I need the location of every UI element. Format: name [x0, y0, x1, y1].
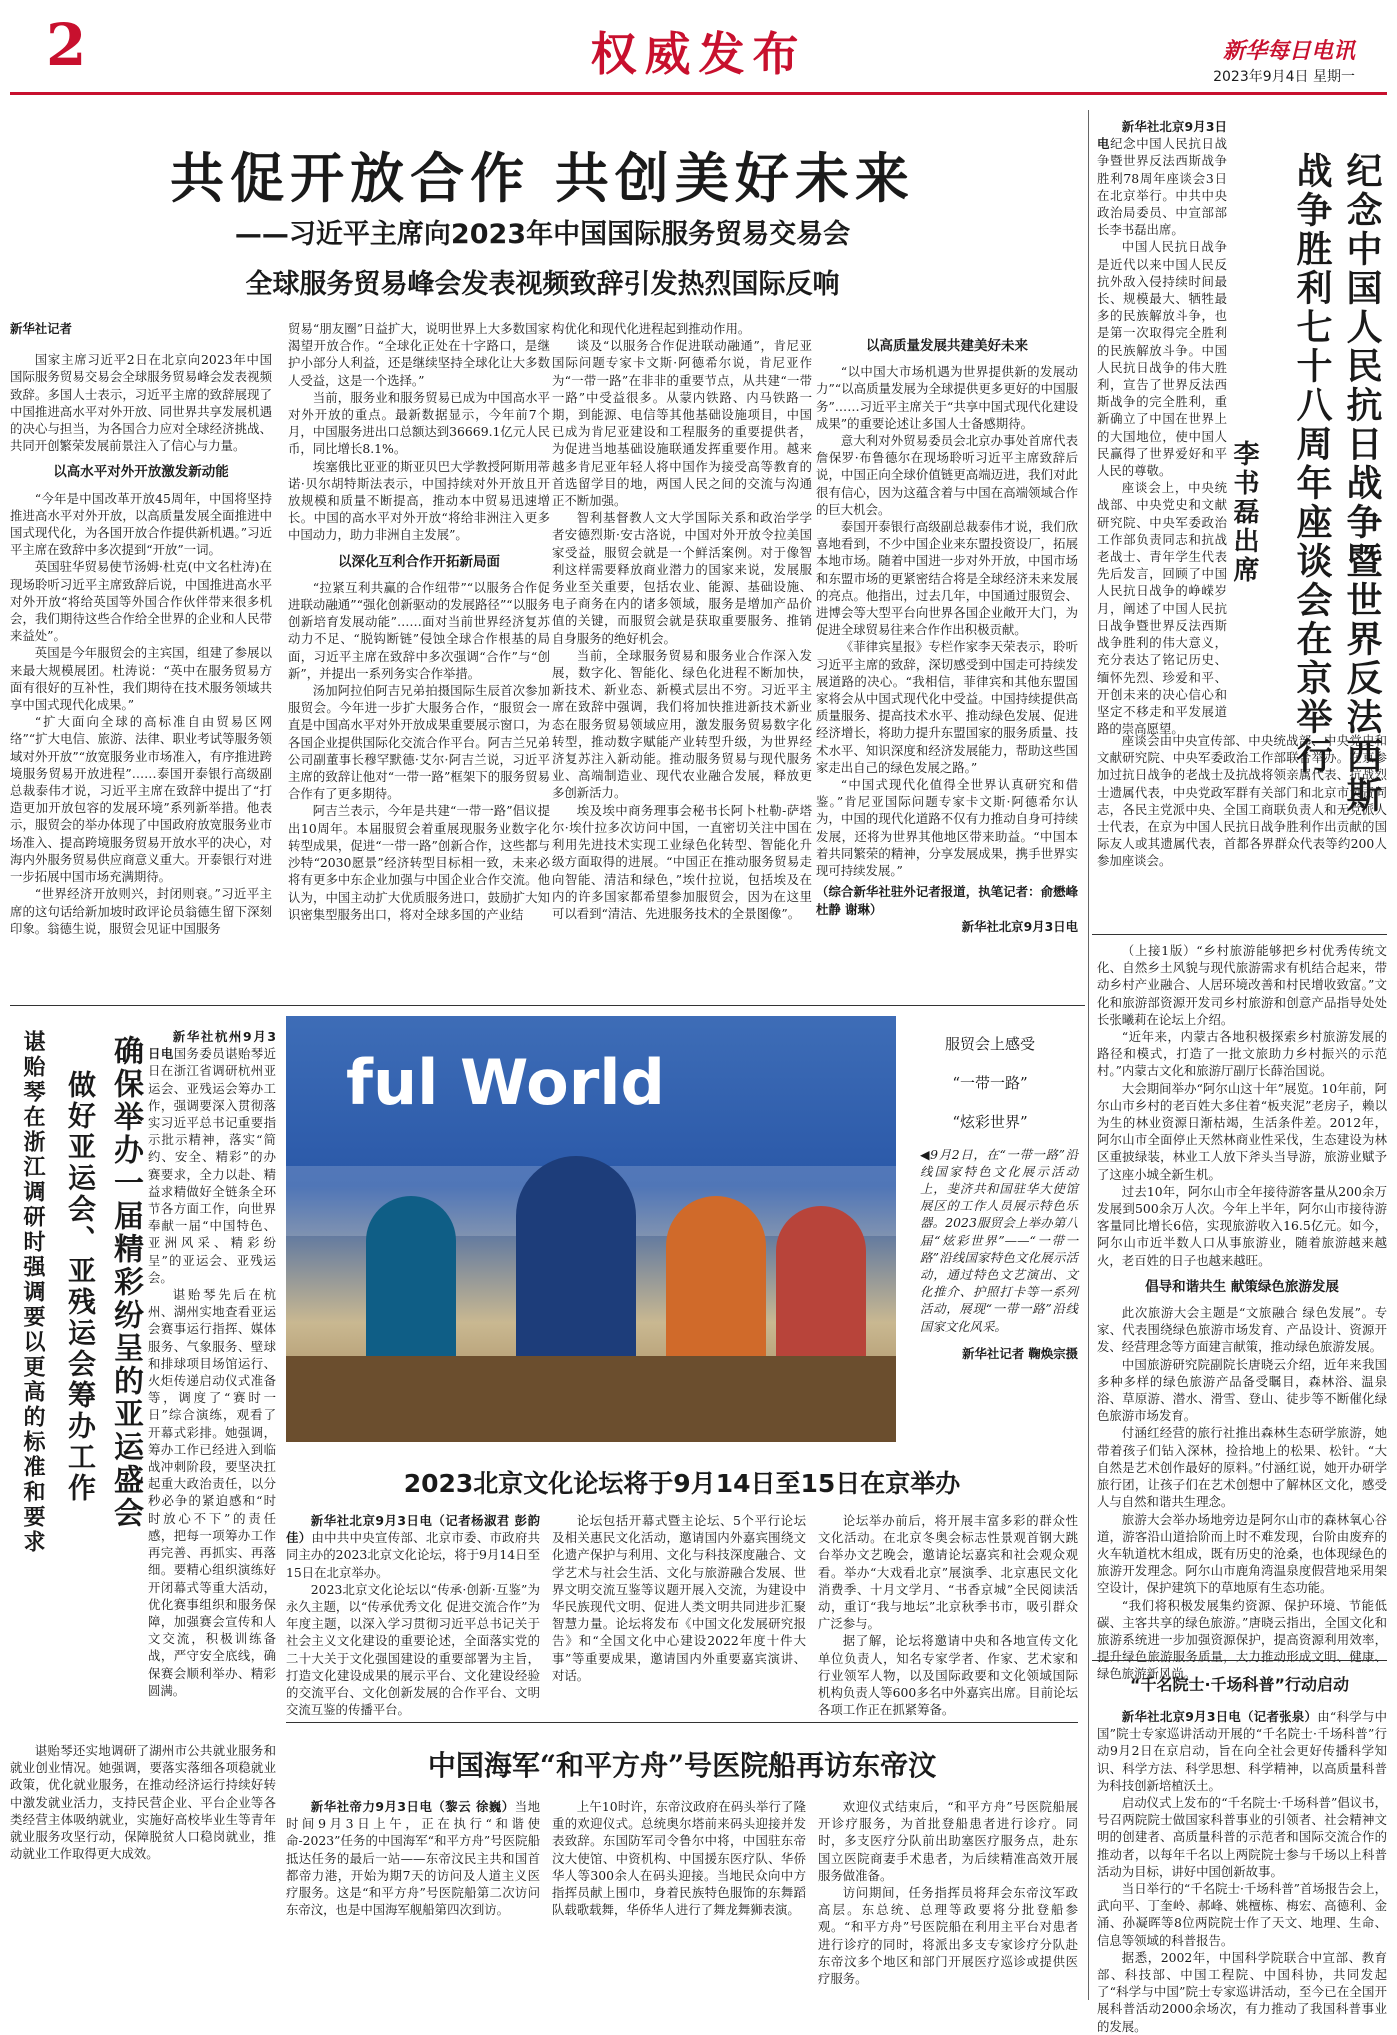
paragraph: 当前，全球服务贸易和服务业合作深入发展，数字化、智能化、绿色化进程不断加快，新技术、新业态、新模式层出不穷。习近平主席在致辞中强调，我们将加快推进新技术新业态在服务贸易领域应用，激发服务贸易数字化转型，推动数字赋能产业转型升级，为世界经济复苏注入新动能。推动服务贸易与现代服务业、高端制造业、现代农业融合发展，释放更多创新活力。 [552, 647, 812, 801]
dateline: 新华社北京9月3日电 [1121, 1709, 1242, 1724]
paragraph: 智利基督教人文大学国际关系和政治学学者安德烈斯·安古洛说，中国对外开放令拉美国家受益，服贸会就是一个鲜活案例。对于像智利这样需要释放商业潜力的国家来说，发展服务业至关重要，包括农业、能源、基础设施、电子商务在内的诸多领域，服务是增加产品价值的关键，而服贸会就是获取重要服务、推销自身服务的绝好机会。 [552, 510, 812, 646]
paragraph [148, 1028, 276, 1286]
divider [10, 1005, 1085, 1006]
paragraph: “拉紧互利共赢的合作纽带”“以服务合作促进联动融通”“强化创新驱动的发展路径”“以服务创新培育发展动能”……面对当前世界经济复苏动力不足、“脱钩断链”侵蚀全球合作根基的局面，习近平主席在致辞中多次强调“合作”与“创新”，并提出一系列务实合作举措。 [288, 579, 550, 681]
paragraph: 英国是今年服贸会的主宾国，组建了参展以来最大规模展团。杜涛说：“英中在服务贸易方面有很好的互补性，我们期待在技术服务领域共享中国式现代化成果。” [10, 645, 272, 713]
lead-byline: 新华社记者 [10, 321, 72, 336]
paragraph: “世界经济开放则兴，封闭则衰。”习近平主席的这句话给新加坡时政评论员翁德生留下深刻印象。翁德生说，服贸会见证中国服务 [10, 886, 272, 936]
paragraph: 当前，服务业和服务贸易已成为中国高水平对外开放的重点。最新数据显示，今年前7个月，中国服务进出口总额达到36669.1亿元人民币，同比增长8.1%。 [288, 389, 550, 457]
paragraph: 此次旅游大会主题是“文旅融合 绿色发展”。专家、代表围绕绿色旅游市场发育、产品设计、资源开发、经营理念等方面建言献策，推动绿色旅游发展。 [1097, 1305, 1387, 1355]
paragraph: 国家主席习近平2日在北京向2023年中国国际服务贸易交易会全球服务贸易峰会发表视频致辞。多国人士表示，习近平主席的致辞展现了中国推进高水平对外开放、同世界共享发展机遇的决心与担当，为各国合力应对全球经济挑战、共同开创繁荣发展前景注入了信心与力量。 [10, 352, 272, 454]
page-number: 2 [46, 11, 87, 79]
paragraph: “以中国大市场机遇为世界提供新的发展动力”“以高质量发展为全球提供更多更好的中国服务”……习近平主席关于“共享中国式现代化建设成果”的重要论述让多国人士备感期待。 [816, 364, 1078, 431]
paragraph: 《菲律宾星报》专栏作家李天荣表示，聆听习近平主席的致辞，深切感受到中国走可持续发展道路的决心。“我相信，菲律宾和其他东盟国家将会从中国式现代化中受益。中国持续提供高质量服务、提高技术水平、推动绿色发展、促进经济增长，将助力提升东盟国家的服务质量、技术水平、知识深度和经济发展能力，帮助这些国家走出自己的绿色发展之路。” [816, 639, 1078, 775]
navy-title: 中国海军“和平方舟”号医院船再访东帝汶 [427, 1749, 937, 1782]
paragraph: 旅游大会举办场地旁边是阿尔山市的森林氧心谷道，游客沿山道拾阶而上时不难发现，台阶由废弃的火车轨道枕木组成，既有历史的沧桑，也体现绿色的旅游开发理念。阿尔山市鹿角湾温泉度假营地采用架空设计，保护建筑下的草地原有生态功能。 [1097, 1511, 1387, 1596]
paragraph: 启动仪式上发布的“千名院士·千场科普”倡议书，号召两院院士做国家科普事业的引领者、社会精神文明的创建者、高质量科普的示范者和国际交流合作的推动者，以每年千名以上两院院士参与千场以上科普活动为目标，讲好中国创新故事。 [1097, 1795, 1387, 1879]
divider [1092, 1660, 1387, 1661]
divider-vertical [1088, 110, 1089, 2000]
paragraph: 座谈会上，中央统战部、中央党史和文献研究院、中央军委政治工作部负责同志和抗战老战士、青年学生代表先后发言，回顾了中国人民抗日战争的峥嵘岁月，阐述了中国人民抗日战争暨世界反法西斯战争胜利的伟大意义，充分表达了铭记历史、缅怀先烈、珍爱和平、开创未来的决心信心和坚定不移走和平发展道路的崇高愿望。 [1097, 480, 1227, 737]
paragraph: 上午10时许，东帝汶政府在码头举行了隆重的欢迎仪式。总统奥尔塔前来码头迎接并发表致辞。东国防军司令鲁尔中将，中国驻东帝汶大使馆、中资机构、中国援东医疗队、华侨华人等300余人在码头迎接。当地民众向中方指挥员献上围巾，身着民族特色服饰的东舞蹈队载歌载舞，华侨华人进行了舞龙舞狮表演。 [552, 1799, 806, 1918]
paragraph: 构优化和现代化进程起到推动作用。 [552, 321, 751, 336]
science-title: “千名院士·千场科普”行动启动 [1129, 1675, 1350, 1694]
forum-column-1 [286, 1512, 541, 1718]
navy-column-3 [818, 1798, 1078, 2010]
hangzhou-title-kicker: 谌贻琴在浙江调研时强调要以更高的标准和要求 [20, 1030, 46, 1555]
paragraph-text: 国务委员谌贻琴近日在浙江省调研杭州亚运会、亚残运会筹办工作，强调要深入贯彻落实习近平总书记重要指示批示精神，落实“简约、安全、精彩”的办赛要求，全力以赴、精益求精做好全链条全环节各方面工作，向世界奉献一届“中国特色、亚洲风采、精彩纷呈”的亚运会、亚残运会。 [148, 1046, 277, 1285]
paragraph: 座谈会由中央宣传部、中央统战部、中央党史和文献研究院、中央军委政治工作部联合举办。在京参加过抗日战争的老战士及抗战将领亲属代表、抗战烈士遗属代表，中央党政军群有关部门和北京市负责同志，各民主党派中央、全国工商联负责人和无党派人士代表，在京为中国人民抗日战争胜利作出贡献的国际友人或其遗属代表，首都各界群众代表等约200人参加座谈会。 [1097, 733, 1387, 869]
paragraph: 2023北京文化论坛以“传承·创新·互鉴”为永久主题，以“传承优秀文化 促进交流合作”为年度主题，以深入学习贯彻习近平总书记关于社会主义文化建设的重要论述，全面落实党的二十大关于文化强国建设的重要部署为主旨，打造文化建设成果的展示平台、文化建设经验的交流平台、文化创新发展的合作平台、文明交流互鉴的传播平台。 [286, 1581, 540, 1718]
navy-column-1 [286, 1798, 540, 2010]
caption-title-2: “一带一路” [952, 1074, 1028, 1093]
caption-body: ◀9月2日，在“一带一路”沿线国家特色文化展示活动上，斐济共和国驻华大使馆展区的工作人员展示特色乐器。2023服贸会上举办第八届“炫彩世界”——“一带一路”沿线国家特色文化展示活动，通过特色文艺演出、文化推介、护照打卡等一系列活动，展现“一带一路”沿线国家文化风采。 [920, 1146, 1078, 1334]
subhead: 倡导和谐共生 献策绿色旅游发展 [1145, 1278, 1339, 1295]
divider [286, 1722, 1078, 1723]
lead-column-3 [552, 320, 812, 992]
paragraph: 英国驻华贸易使节汤姆·杜克(中文名杜涛)在现场聆听习近平主席致辞后说，中国推进高水平对外开放“将给英国等外国合作伙伴带来很多机会，我们期待这些合作给全世界的企业和人民带来益处”。 [10, 559, 272, 644]
caption-credit: 新华社记者 鞠焕宗摄 [962, 1345, 1078, 1361]
anniversary-title: 纪念中国人民抗日战争暨世界反法西斯战争胜利七十八周年座谈会在京举行 [1291, 152, 1383, 815]
paragraph: 中国旅游研究院副院长唐晓云介绍，近年来我国多种多样的绿色旅游产品备受瞩目，森林浴、温泉浴、草原游、潜水、滑雪、登山、徒步等不断催化绿色旅游市场发育。 [1097, 1356, 1387, 1424]
section-title: 权威发布 [590, 27, 807, 81]
paragraph: 泰国开泰银行高级副总裁泰伟才说，我们欣喜地看到，不少中国企业来东盟投资设厂，拓展本地市场。随着中国进一步对外开放，中国市场和东盟市场的更紧密结合将是全球经济未来发展的亮点。他指出，过去几年，中国通过服贸会、进博会等大型平台向世界各国企业敞开大门，为促进全球贸易往来合作作出积极贡献。 [816, 519, 1078, 638]
paragraph: 当日举行的“千名院士·千场科普”首场报告会上，武向平、丁奎岭、郝峰、姚檀栋、梅宏、高德利、金涌、孙凝晖等8位两院院士作了天文、地理、生命、信息等领域的科普报告。 [1097, 1881, 1387, 1948]
paragraph: 据悉，2002年，中国科学院联合中宣部、教育部、科技部、中国工程院、中国科协，共同发起了“科学与中国”院士专家巡讲活动，至今已在全国开展科普活动2000余场次，有力推动了我国科普事业的发展。 [1097, 1949, 1387, 2034]
paragraph-text: 由中共中央宣传部、北京市委、市政府共同主办的2023北京文化论坛，将于9月14日至15日在北京举办。 [286, 1530, 541, 1580]
display-table [286, 1356, 896, 1442]
paragraph: “近年来，内蒙古各地积极探索乡村旅游发展的路径和模式，打造了一批文旅助力乡村振兴的示范村。”内蒙古文化和旅游厅副厅长薛治国说。 [1097, 1029, 1387, 1079]
lead-deck: 全球服务贸易峰会发表视频致辞引发热烈国际反响 [245, 269, 840, 300]
dateline: 新华社北京9月3日电 [1097, 119, 1227, 152]
paragraph: “我们将积极发展集约资源、保护环境、节能低碳、主客共享的绿色旅游。”唐晓云指出，全国文化和旅游系统进一步加强资源保护，提高资源利用效率，提升绿色旅游服务质量，大力推动形成文明、健康、绿色旅游新风尚。 [1097, 1597, 1387, 1682]
dateline: 新华社帝力9月3日电 [310, 1799, 433, 1814]
paragraph: 过去10年，阿尔山市全年接待游客量从200余万发展到500余万人次。今年上半年，阿尔山市接待游客量同比增长6倍，实现旅游收入16.5亿元。如今，阿尔山市近半数人口从事旅游业，随着旅游越来越火，老百姓的日子也越来越旺。 [1097, 1183, 1387, 1268]
paragraph: 访问期间，任务指挥员将拜会东帝汶军政高层。东总统、总理等政要将分批登船参观。“和平方舟”号医院船在利用主平台对患者进行诊疗的同时，将派出多支专家诊疗分队赴东帝汶多个地区和部门开展医疗巡诊或提供医疗服务。 [818, 1885, 1078, 1987]
photo-fiji-exhibit [286, 1016, 896, 1442]
reporter: （黎云 徐巍） [432, 1799, 515, 1814]
paragraph-text: 纪念中国人民抗日战争暨世界反法西斯战争胜利78周年座谈会3日在北京举行。中共中央政治局委员、中宣部部长李书磊出席。 [1097, 136, 1228, 238]
issue-date: 2023年9月4日 星期一 [1213, 69, 1355, 85]
paragraph: 谌贻琴先后在杭州、湖州实地查看亚运会赛事运行指挥、媒体服务、气象服务、壁球和排球项目场馆运行、火炬传递启动仪式准备等，调度了“赛时一日”综合演练，观看了开幕式彩排。她强调，筹办工作已经进入到临战冲刺阶段，要坚决扛起重大政治责任，以分秒必争的紧迫感和“时时放心不下”的责任感，把每一项筹办工作再完善、再抓实、再落细。要精心组织演练好开闭幕式等重大活动，优化赛事组织和服务保障，加强赛会宣传和人文交流，积极训练备战，严守安全底线，确保赛会顺利举办、精彩圆满。 [148, 1287, 276, 1698]
forum-title: 2023北京文化论坛将于9月14日至15日在京举办 [403, 1469, 961, 1498]
paragraph: 据了解，论坛将邀请中央和各地宣传文化单位负责人，知名专家学者、作家、艺术家和行业领军人物，以及国际政要和文化领域国际机构负责人等600多名中外嘉宾出席。目前论坛各项工作正在抓紧筹备。 [818, 1633, 1078, 1718]
photo-caption [902, 1036, 1078, 1436]
paragraph: 论坛包括开幕式暨主论坛、5个平行论坛及相关惠民文化活动，邀请国内外嘉宾围绕文化遗产保护与利用、文化与科技深度融合、文学艺术与社会生活、文化与旅游融合发展、世界文明交流互鉴等议题开展入交流，为建设中华民族现代文明、促进人类文明共同进步汇聚智慧力量。论坛将发布《中国文化发展研究报告》和“全国文化中心建设2022年度十件大事”等重要成果，邀请国内外重要嘉宾演讲、对话。 [552, 1513, 806, 1683]
paragraph: 汤加阿拉伯阿吉兄弟拍摄国际生辰首次参加服贸会。今年进一步扩大服务合作，“服贸会一直是中国高水平对外开放成果重要展示窗口，为各国企业提供国际化交流合作平台。阿吉兰兄弟公司副董事长穆罕默德·艾尔·阿吉兰说，习近平主席的致辞让他对“一带一路”框架下的服务贸易合作有了更多期待。 [288, 683, 550, 802]
paragraph: “扩大面向全球的高标准自由贸易区网络”“扩大电信、旅游、法律、职业考试等服务领域对外开放”“放宽服务业市场准入，有序推进跨境服务贸易开放进程”……泰国开泰银行高级副总裁泰伟才说，习近平主席在致辞中提出了“打造更加开放包容的发展环境”系列新举措。他表示，服贸会的举办体现了中国政府放宽服务业市场准入、提高跨境服务贸易开放水平的决心，对海内外服务贸易供应商意义重大。开泰银行对进一步拓展中国市场充满期待。 [10, 714, 272, 885]
science-article [1097, 1708, 1388, 2034]
dateline: 新华社北京9月3日电 [310, 1513, 433, 1528]
anniversary-lede [1097, 118, 1228, 737]
lead-title: 共促开放合作 共创美好未来 [170, 146, 915, 210]
paragraph: 论坛举办前后，将开展丰富多彩的群众性文化活动。在北京冬奥会标志性景观首钢大跳台举办文艺晚会，邀请论坛嘉宾和社会观众观看。举办“大戏看北京”展演季、北京惠民文化消费季、十月文学月、“书香京城”全民阅读活动，重订“我与地坛”北京秋季书市，吸引群众广泛参与。 [818, 1513, 1078, 1632]
paragraph-text: 由“科学与中国”院士专家巡讲活动开展的“千名院士·千场科普”行动9月2日在京启动，旨在向全社会更好传播科学知识、科学方法、科学思想、科学精神，以高质量科普为科技创新培植沃土。 [1097, 1709, 1388, 1793]
caption-title-1: 服贸会上感受 [944, 1035, 1035, 1053]
paragraph: 阿吉兰表示，今年是共建“一带一路”倡议提出10周年。本届服贸会着重展现服务业数字化转型成果，促进“一带一路”创新合作，这些都与沙特“2030愿景”经济转型目标相一致，未来必将有更多中东企业加强与中国企业合作交流。他认为，中国主动扩大优质服务进口，鼓励扩大知识密集型服务出口，将对全球多国的产业结 [288, 803, 550, 922]
reporter: （记者杨淑君 彭韵佳） [286, 1513, 540, 1546]
paragraph: 谈及“以服务合作促进联动融通”，肯尼亚国际问题专家卡文斯·阿德希尔说，肯尼亚作为“一带一路”在非非的重要节点，从共建“一带一路”中受益很多。从蒙内铁路、内马铁路一期，到能源、电信等其他基础设施项目，中国已成为肯尼亚建设和工程服务的重要提供者，为促进当地基础设施联通发挥重要作用。越来越多肯尼亚年轻人将中国作为接受高等教育的首选留学目的地，两国人民之间的交流与沟通正不断加强。 [552, 338, 812, 509]
forum-column-3 [818, 1512, 1078, 1718]
paragraph: 埃及埃中商务理事会秘书长阿卜杜勒-萨塔尔·埃什拉多次访问中国，一直密切关注中国在利用先进技术实现工业绿色化转型、智能化升级方面取得的进展。“中国正在推动服务贸易走向智能、清洁和绿色，”埃什拉说，包括埃及在内的许多国家都希望参加服贸会，因为在这里可以看到“清洁、先进服务技术的全景图像”。 [552, 802, 812, 921]
paragraph-text: 当地时间9月3日上午，正在执行“和谐使命-2023”任务的中国海军“和平方舟”号医院船抵达任务的最后一站——东帝汶民主共和国首都帝力港，开始为期7天的访问及人道主义医疗服务。这是“和平方舟”号医院船第二次访问东帝汶，也是中国海军舰船第四次到访。 [286, 1799, 540, 1918]
lead-credit: （综合新华社驻外记者报道，执笔记者：俞懋峰 杜静 谢琳） [816, 884, 1078, 917]
subhead: 以高水平对外开放激发新动能 [53, 464, 229, 481]
paragraph [286, 1512, 540, 1581]
paragraph: “今年是中国改革开放45周年，中国将坚持推进高水平对外开放，以高质量发展全面推进中国式现代化，为各国开放合作提供新机遇。”习近平主席在致辞中多次提到“开放”一词。 [10, 490, 272, 558]
subhead: 以高质量发展共建美好未来 [866, 338, 1028, 354]
paragraph: 欢迎仪式结束后，“和平方舟”号医院船展开诊疗服务，为首批登船患者进行诊疗。同时，多支医疗分队前出助塞医疗服务点，赴东国立医院商妻手术患者，为后续精准高效开展服务做准备。 [818, 1799, 1078, 1883]
lead-column-4 [816, 320, 1078, 992]
paragraph: 埃塞俄比亚亚的斯亚贝巴大学教授阿斯用蒂诺·贝尔胡特斯法表示，中国持续对外开放且开放规模和质量不断提高，推动本中贸易迅速增长。中国的高水平对外开放“将给非洲注入更多中国动力，助力非洲自主发展”。 [288, 458, 550, 543]
paragraph: 付涵红经营的旅行社推出森林生态研学旅游，她带着孩子们钻入深林，捡拾地上的松果、松针。“大自然是艺术创作最好的原料。”付涵红说，她开办研学旅行团，让孩子们在艺术创想中了解林区文化，感受人与自然和谐共生理念。 [1097, 1425, 1387, 1510]
paragraph: 意大利对外贸易委员会北京办事处首席代表詹保罗·布鲁德尔在现场聆听习近平主席致辞后说，中国正向全球价值链更高端迈进，我们对此很有信心，因为这蕴含着与中国在高端领域合作的巨大机会。 [816, 433, 1078, 517]
paragraph: 贸易“朋友圈”日益扩大，说明世界上大多数国家渴望开放合作。“全球化正处在十字路口，是继护小部分人利益，还是继续坚持全球化让大多数人受益，这是一个选择。” [288, 321, 550, 388]
lead-credit-dateline: 新华社北京9月3日电 [961, 918, 1078, 934]
lead-column-1 [10, 320, 272, 992]
paragraph [1097, 118, 1227, 238]
paragraph: 谌贻琴还实地调研了湖州市公共就业服务和就业创业情况。她强调，要落实落细各项稳就业政策，优化就业服务，在推动经济运行持续好转中激发就业活力，支持民营企业、平台企业等各类经营主体吸纳就业，实施好高校毕业生等青年就业服务攻坚行动，保障脱贫人口稳岗就业，推动就业工作取得更大成效。 [10, 1743, 276, 1862]
hangzhou-title-secondary: 做好亚运会、亚残运会筹办工作 [64, 1070, 97, 1504]
photo-banner-text: ful World [346, 1046, 665, 1119]
lead-column-2 [288, 320, 550, 992]
lead-subtitle: ——习近平主席向2023年中国国际服务贸易交易会 [234, 219, 851, 250]
masthead-rule [10, 92, 1387, 95]
paragraph: （上接1版）“乡村旅游能够把乡村优秀传统文化、自然乡土风貌与现代旅游需求有机结合起来，带动乡村产业融合、人居环境改善和村民增收致富。”文化和旅游部资源开发司乡村旅游和创意产品指导处处长张曦莉在论坛上介绍。 [1097, 943, 1387, 1027]
paragraph [286, 1798, 540, 1918]
anniversary-attendee: 李书磊出席 [1229, 440, 1259, 585]
hangzhou-title-main: 确保举办一届精彩纷呈的亚运盛会 [108, 1035, 143, 1530]
rural-tourism-article [1097, 942, 1387, 1712]
paper-brand: 新华每日电讯 [1222, 38, 1355, 64]
hangzhou-close [10, 1742, 276, 2010]
divider [1092, 934, 1387, 935]
subhead: 以深化互利合作开拓新局面 [338, 553, 500, 570]
reporter: （记者张泉） [1241, 1709, 1318, 1724]
paragraph [1097, 1708, 1387, 1794]
forum-column-2 [552, 1512, 806, 1712]
paragraph: 中国人民抗日战争是近代以来中国人民反抗外敌入侵持续时间最长、规模最大、牺牲最多的民族解放斗争，也是第一次取得完全胜利的民族解放斗争。中国人民抗日战争的伟大胜利，宣告了世界反法西斯战争的完全胜利，重新确立了中国在世界上的大国地位，使中国人民赢得了世界爱好和平人民的尊敬。 [1097, 239, 1227, 479]
anniversary-close [1097, 732, 1387, 928]
hangzhou-lede [148, 1028, 276, 1746]
navy-column-2 [552, 1798, 806, 2010]
paragraph: “中国式现代化值得全世界认真研究和借鉴。”肯尼亚国际问题专家卡文斯·阿德希尔认为，中国的现代化道路不仅有力推动自身可持续发展，还将为世界其他地区带来助益。“中国本着共同繁荣的精神，分享发展成果，携手世界实现可持续发展。” [816, 777, 1078, 879]
paragraph: 大会期间举办“阿尔山这十年”展览。10年前，阿尔山市乡村的老百姓大多住着“板夹泥”老房子，赖以为生的林业资源日渐枯竭，生活条件差。2012年，阿尔山市全面停止天然林商业性采伐，生态建设为林区重披绿装，林业工人放下斧头当导游，旅游业赋予了这座小城全新生机。 [1097, 1080, 1387, 1182]
caption-title-3: “炫彩世界” [952, 1113, 1028, 1132]
dateline: 新华社杭州9月3日电 [148, 1029, 276, 1062]
